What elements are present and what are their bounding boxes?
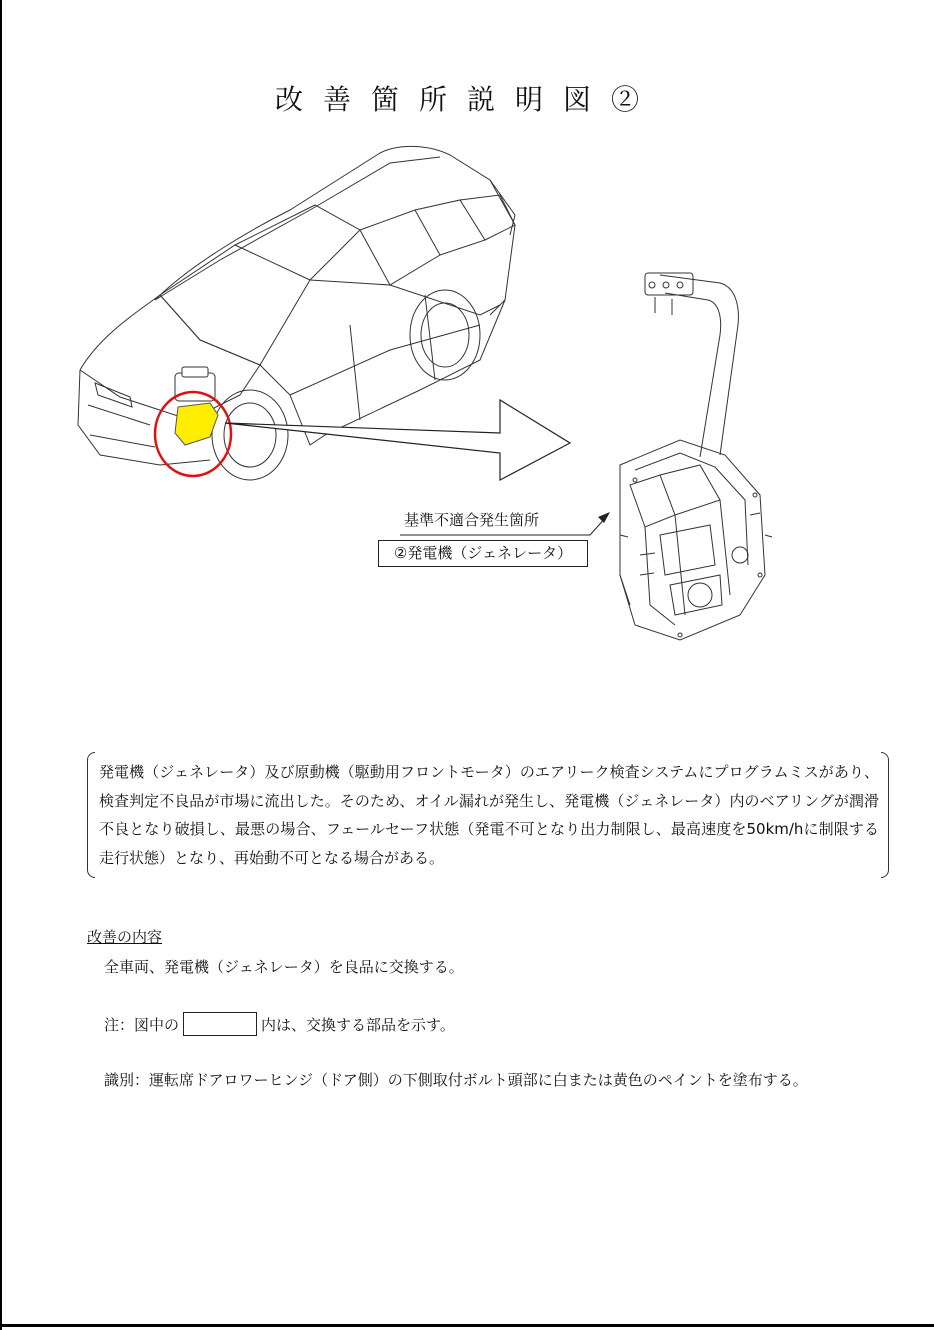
improvement-content: 全車両、発電機（ジェネレータ）を良品に交換する。 xyxy=(104,958,464,976)
note-prefix: 注：図中の xyxy=(104,1015,180,1034)
legend-box xyxy=(183,1012,257,1036)
improvement-illustration xyxy=(60,135,880,665)
identification-line: 識別：運転席ドアロワーヒンジ（ドア側）の下側取付ボルト頭部に白または黄色のペイントを塗布する。 xyxy=(104,1071,808,1089)
illustration-svg xyxy=(60,135,880,665)
bracket-right xyxy=(881,752,889,878)
generator-detail-drawing xyxy=(620,273,772,640)
part-name-box: ②発電機（ジェネレータ） xyxy=(378,540,588,567)
note-suffix: 内は、交換する部品を示す。 xyxy=(261,1015,455,1034)
defect-location-label: 基準不適合発生箇所 xyxy=(404,511,540,529)
description-text: 発電機（ジェネレータ）及び原動機（駆動用フロントモータ）のエアリーク検査システムにプログラムミスがあり、検査判定不良品が市場に流出した。そのため、オイル漏れが発生し、発電機（ジェネレータ）内のベアリングが潤滑不良となり破損し、最悪の場合、フェールセーフ状態（発電不可となり出力制限し、最高速度を50km/hに制限する走行状態）となり、再始動不可となる場合がある。 xyxy=(99,763,879,867)
pointer-arrow xyxy=(225,400,570,480)
bracket-left xyxy=(87,752,95,878)
description-box xyxy=(87,752,889,878)
page-border-left xyxy=(0,0,2,1330)
callout-arrowhead xyxy=(598,512,610,523)
page-border-bottom xyxy=(0,1324,934,1327)
highlighted-generator-part xyxy=(175,403,218,445)
page-title: 改善箇所説明図② xyxy=(274,83,659,116)
legend-note xyxy=(104,1012,455,1036)
improvement-heading: 改善の内容 xyxy=(87,928,163,946)
